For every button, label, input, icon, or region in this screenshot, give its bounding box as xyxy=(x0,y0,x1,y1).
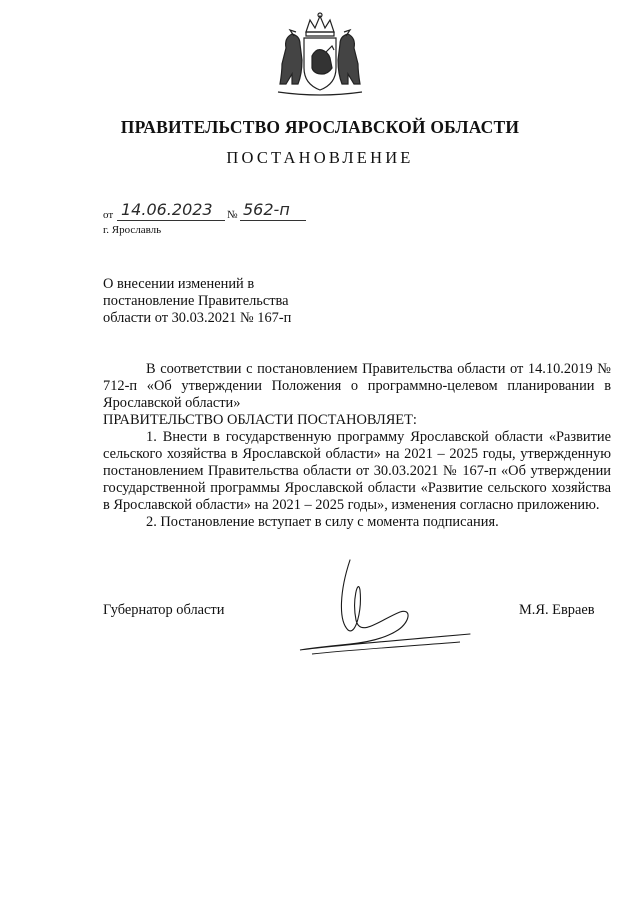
handwritten-date: 14.06.2023 xyxy=(121,200,213,219)
coat-of-arms-icon xyxy=(272,12,368,98)
number-prefix: № xyxy=(227,209,238,221)
date-prefix: от xyxy=(103,209,114,221)
organization-title: ПРАВИТЕЛЬСТВО ЯРОСЛАВСКОЙ ОБЛАСТИ xyxy=(120,117,520,137)
subject-line: области от 30.03.2021 № 167-п xyxy=(103,310,292,326)
preamble-paragraph: В соответствии с постановлением Правительства области от 14.10.2019 № 712-п «Об утверждении Положения о программно-целевом планировании в Ярославской области» xyxy=(103,361,611,411)
subject-line: постановление Правительства xyxy=(103,293,289,309)
signatory-name: М.Я. Евраев xyxy=(519,602,595,618)
document-type: ПОСТАНОВЛЕНИЕ xyxy=(226,148,414,167)
item-1-paragraph: 1. Внести в государственную программу Ярославской области «Развитие сельского хозяйства в Ярославской области» на 2021 – 2025 годы, утвержденную постановлением Правительства области от 30.03.2021 № 167-п «Об утверждении государственной программы Ярославской области «Развитие сельского хозяйства в Ярославской области» на 2021 – 2025 годы», изменения согласно приложению. xyxy=(103,429,611,513)
city: г. Ярославль xyxy=(103,224,162,236)
date-number-line xyxy=(103,200,333,223)
subject-line: О внесении изменений в xyxy=(103,276,255,292)
item-2-paragraph: 2. Постановление вступает в силу с момента подписания. xyxy=(146,514,499,530)
date-underline xyxy=(117,220,225,221)
resolution-heading: ПРАВИТЕЛЬСТВО ОБЛАСТИ ПОСТАНОВЛЯЕТ: xyxy=(103,412,417,428)
document-body xyxy=(103,361,611,531)
handwritten-number: 562-п xyxy=(243,200,290,219)
document-subject xyxy=(103,276,291,327)
signatory-position: Губернатор области xyxy=(103,602,225,618)
number-underline xyxy=(240,220,306,221)
handwritten-signature-icon xyxy=(290,550,480,665)
